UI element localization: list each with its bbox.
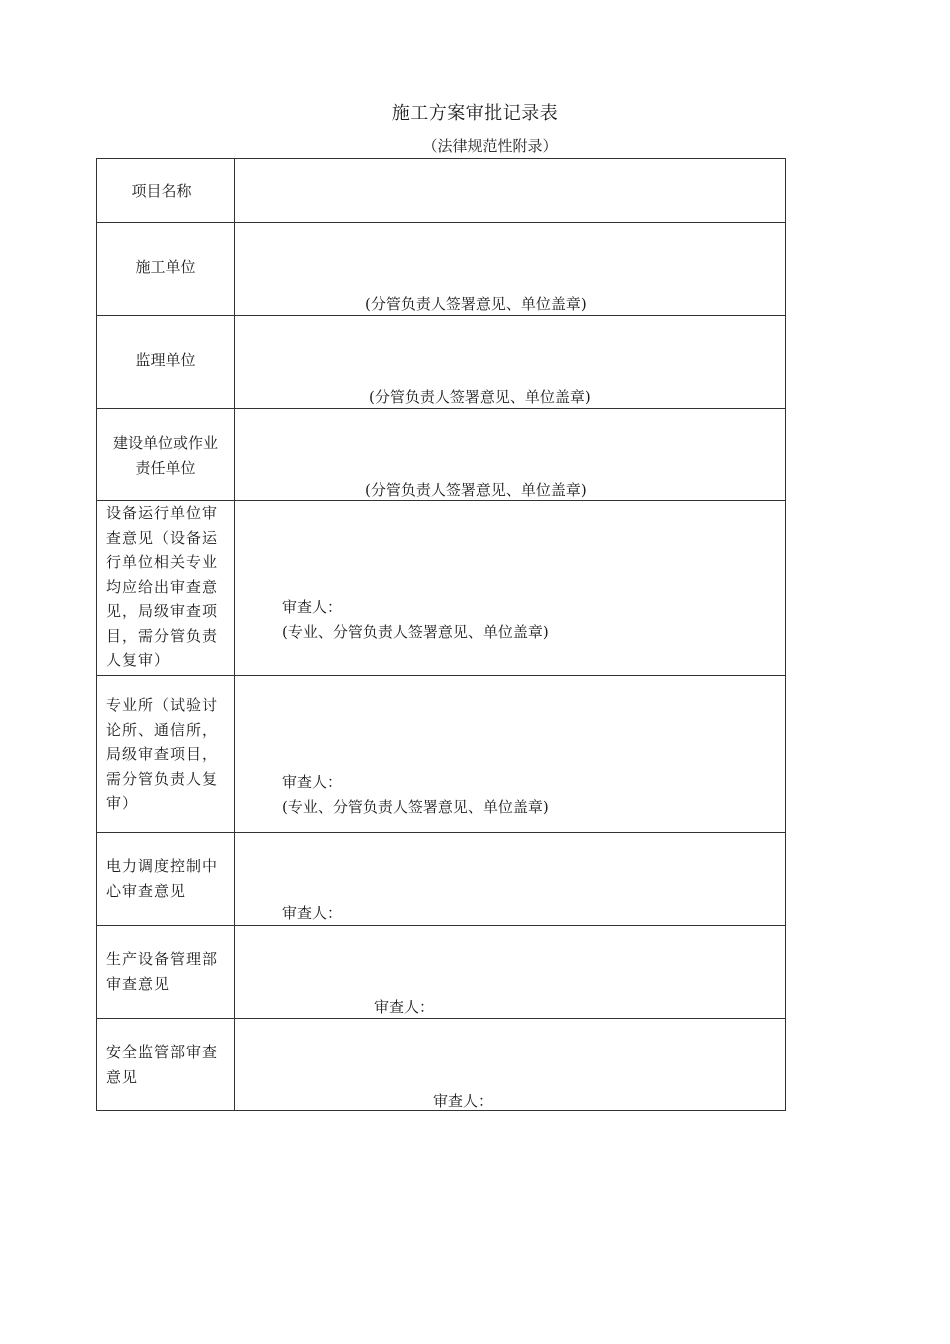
label-cell [97,676,235,833]
row-label: 施工单位 [135,258,196,276]
row-supervision-unit [97,316,786,409]
row-label-line: 设备运行单位审 [106,504,219,522]
row-label-line: 人复审） [106,651,171,669]
reviewer-label: 审查人： [282,598,343,616]
row-label-block [106,854,226,903]
row-label-block [106,947,226,996]
document-subtitle: （法律规范性附录） [422,137,558,155]
row-label-line: 局级审查项目， [106,745,219,763]
production-equipment-review-field[interactable] [235,926,786,1019]
row-label-line: 审查意见 [106,974,171,993]
row-label: 项目名称 [131,182,192,200]
label-cell [97,159,235,223]
row-label-line: 心审查意见 [106,881,187,900]
row-owner-unit [97,409,786,501]
row-label-line: 专业所（试验讨 [106,696,219,714]
reviewer-label: 审查人： [282,773,343,791]
label-cell [97,501,235,676]
row-label-line: 责任单位 [135,459,196,477]
row-professional-institute-review [97,676,786,833]
owner-unit-field[interactable] [235,409,786,501]
signature-note: (分管负责人签署意见、单位盖章) [369,388,591,406]
row-label: 监理单位 [135,351,196,369]
project-name-field[interactable] [235,159,786,223]
row-project-name [97,159,786,223]
row-label-block [106,1040,226,1089]
equipment-operation-review-field[interactable] [235,501,786,676]
row-label-line: 论所、通信所， [106,720,219,739]
row-label-line: 生产设备管理部 [106,950,219,968]
signature-note: (分管负责人签署意见、单位盖章) [365,481,587,499]
row-equipment-operation-review [97,501,786,676]
signature-note: (专业、分管负责人签署意见、单位盖章) [282,798,549,816]
row-label-line: 审） [106,794,139,812]
supervision-unit-field[interactable] [235,316,786,409]
row-dispatch-center-review [97,833,786,926]
row-label-line: 均应给出审查意 [106,577,219,596]
document-title: 施工方案审批记录表 [391,103,559,124]
row-label-line: 意见 [106,1067,139,1086]
label-cell [97,223,235,316]
signature-note: (分管负责人签署意见、单位盖章) [365,295,587,313]
professional-institute-review-field[interactable] [235,676,786,833]
reviewer-label: 审查人： [282,904,343,922]
label-cell [97,926,235,1019]
row-label-line: 见，局级审查项 [106,602,219,620]
row-label-line: 电力调度控制中 [106,857,219,875]
label-cell [97,833,235,926]
approval-form-table [96,158,786,1111]
row-label-block [106,501,226,673]
row-label-line: 查意见（设备运 [106,528,219,547]
reviewer-label: 审查人： [374,998,435,1016]
construction-unit-field[interactable] [235,223,786,316]
row-label-line: 目，需分管负责 [106,626,219,645]
row-label-line: 需分管负责人复 [106,769,219,788]
row-label-line: 行单位相关专业 [106,553,219,571]
row-safety-supervision-review [97,1019,786,1111]
row-label-block [106,693,226,816]
signature-note: (专业、分管负责人签署意见、单位盖章) [282,623,549,641]
label-cell [97,1019,235,1111]
safety-supervision-review-field[interactable] [235,1019,786,1111]
label-cell [97,409,235,501]
label-cell [97,316,235,409]
reviewer-label: 审查人： [433,1092,494,1110]
row-construction-unit [97,223,786,316]
row-label-line: 建设单位或作业 [112,434,218,452]
dispatch-center-review-field[interactable] [235,833,786,926]
row-label-line: 安全监管部审查 [106,1043,219,1061]
row-production-equipment-review [97,926,786,1019]
